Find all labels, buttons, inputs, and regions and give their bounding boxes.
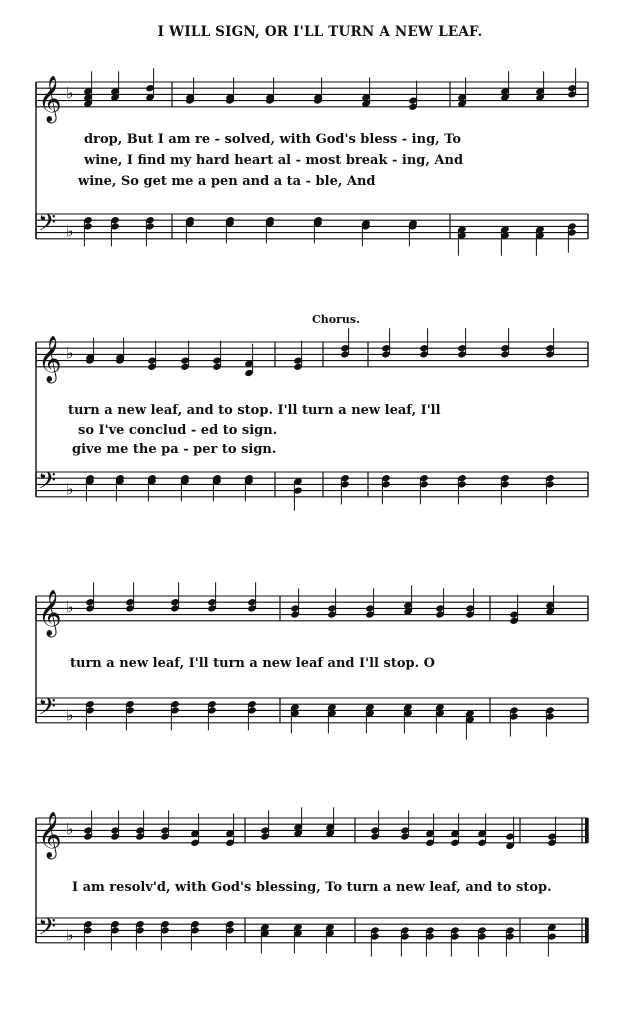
flat-key-signature: ♭ (66, 343, 74, 363)
flat-key-signature: ♭ (66, 83, 74, 103)
hymn-title: I WILL SIGN, OR I'LL TURN A NEW LEAF. (157, 24, 483, 40)
lyric-line: turn a new leaf, and to stop. I'll turn a new leaf, I'll (68, 403, 441, 418)
treble-clef-icon: 𝄞 (38, 589, 62, 636)
flat-key-signature: ♭ (66, 479, 74, 499)
flat-key-signature: ♭ (66, 925, 74, 945)
treble-clef-icon: 𝄞 (38, 811, 62, 858)
lyric-line: so I've conclud - ed to sign. (78, 423, 278, 438)
bass-clef-icon: 𝄢 (38, 466, 57, 500)
bass-clef-icon: 𝄢 (38, 208, 57, 242)
lyric-line: drop, But I am re - solved, with God's bless - ing, To (84, 132, 462, 147)
flat-key-signature: ♭ (66, 597, 74, 617)
chorus-label: Chorus. (312, 313, 360, 326)
lyric-line: give me the pa - per to sign. (72, 442, 277, 457)
lyric-line: wine, I find my hard heart al - most break - ing, And (84, 153, 464, 168)
lyric-line: wine, So get me a pen and a ta - ble, And (78, 174, 376, 189)
lyric-line: I am resolv'd, with God's blessing, To turn a new leaf, and to stop. (72, 880, 552, 895)
treble-clef-icon: 𝄞 (38, 335, 62, 382)
bass-clef-icon: 𝄢 (38, 692, 57, 726)
flat-key-signature: ♭ (66, 705, 74, 725)
bass-clef-icon: 𝄢 (38, 912, 57, 946)
flat-key-signature: ♭ (66, 819, 74, 839)
final-barline-thick (585, 818, 589, 843)
final-barline-thick (585, 918, 589, 943)
lyric-line: turn a new leaf, I'll turn a new leaf and I'll stop. O (70, 656, 435, 671)
flat-key-signature: ♭ (66, 221, 74, 241)
treble-clef-icon: 𝄞 (38, 75, 62, 122)
